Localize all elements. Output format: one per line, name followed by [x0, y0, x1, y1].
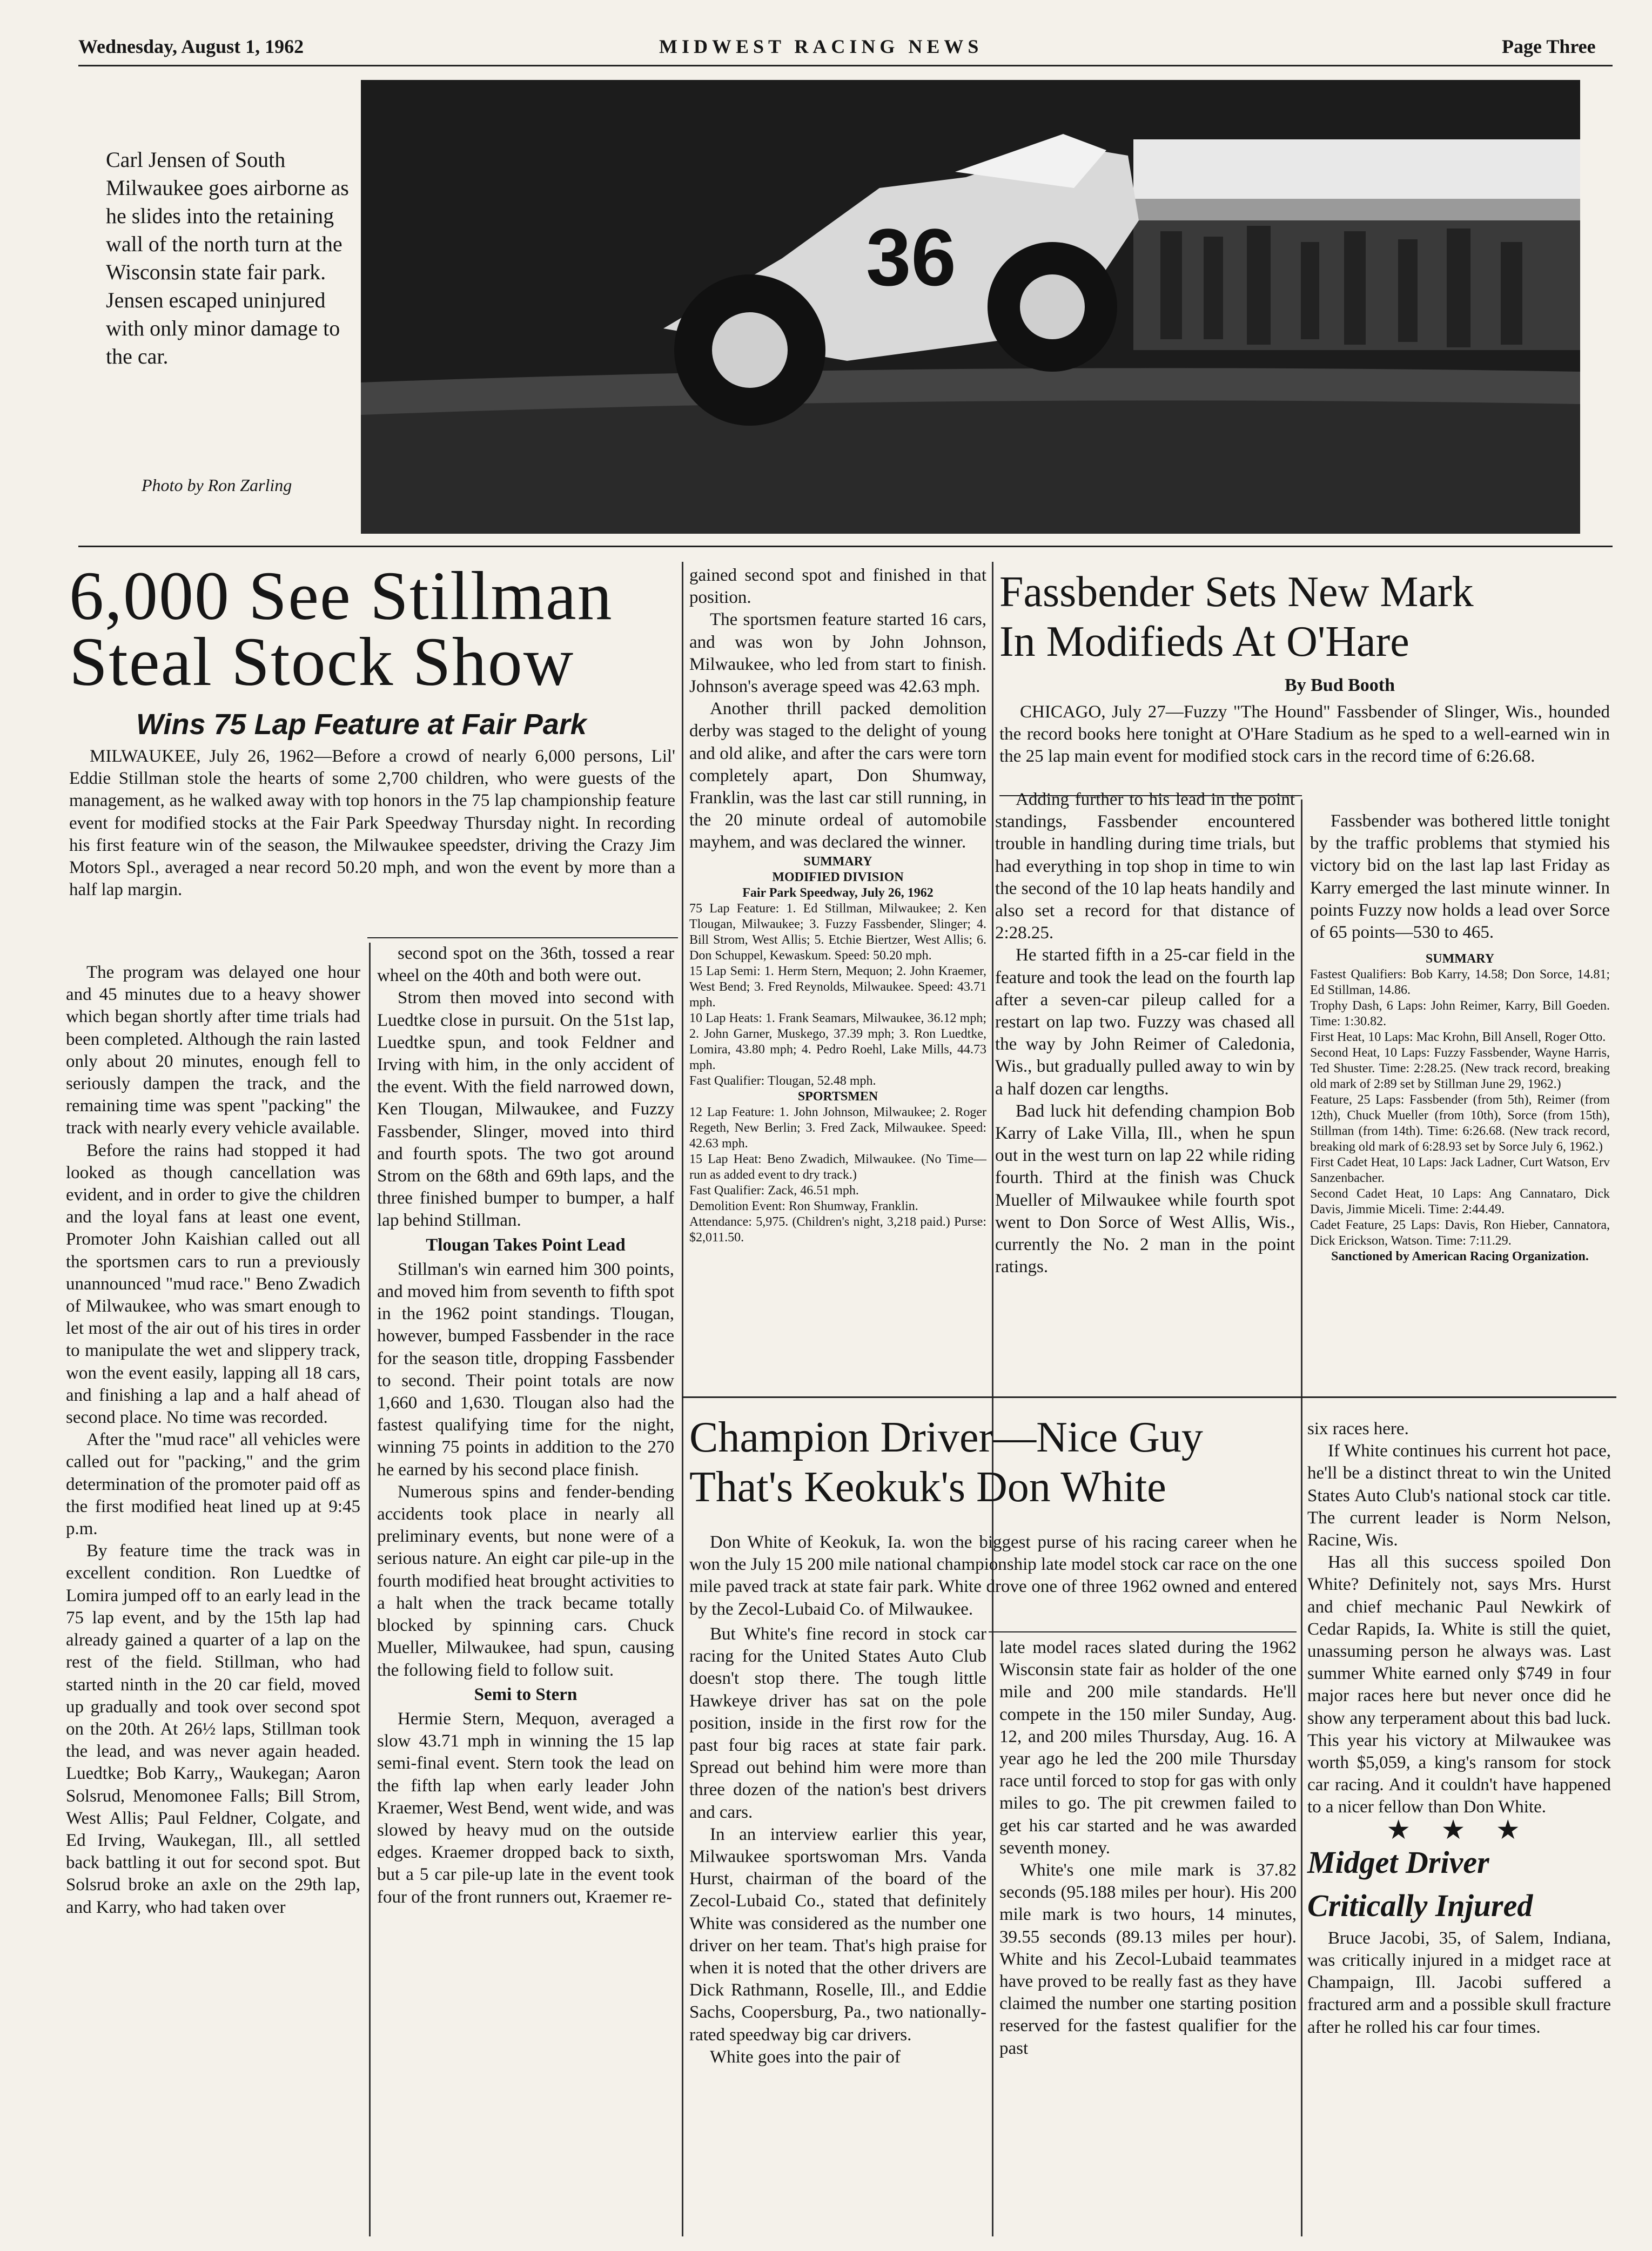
fassbender-byline: By Bud Booth — [1284, 675, 1395, 695]
masthead-rule — [78, 65, 1613, 66]
stillman-column-1: The program was delayed one hour and 45 minutes due to a heavy shower which began shortly after time trials had been completed. Although the rain lasted only about 20 minutes, enough fell to seriously dampen the track, and the remaining time was spent "packing" the track with nearly every vehicle available. Before the rains had stopped it had looked as though cancellation was evident, and in order to give the children and the loyal fans at least one event, Promoter John Kaishian called out all the sportsmen cars to run a previously unannounced "mud race." Beno Zwadich of Milwaukee, who was smart enough to let most of the air out of his tires in order to manipulate the wet and slippery track, won the event easily, lapping all 18 cars, and finishing a lap and a half ahead of second place. No time was recorded. After the "mud race" all vehicles were called out for "packing," and the grim determination of the promoter paid off as the first modified heat lined up at 9:45 p.m. By feature time the track was in excellent condition. Ron Luedtke of Lomira jumped off to an early lead in the 75 lap event, and by the 15th lap had already gained a quarter of a lap on the rest of the field. Stillman, who had started ninth in the 20 car field, moved up gradually and took over second spot on the 20th. At 26½ laps, Stillman took the lead, and was never again headed. Luedtke; Bob Karry,, Waukegan; Aaron Solsrud, Menomonee Falls; Bill Strom, West Allis; Paul Feldner, Colgate, and Ed Irving, Waukegan, Ill., all settled back battling it out for second spot. But Solsrud broke an axle on the 29th lap, and Karry, who had taken over — [66, 963, 360, 1917]
section-stars: ★ ★ ★ — [1386, 1814, 1532, 1845]
white-lead: Don White of Keokuk, Ia. won the biggest purse of his racing career when he won the July 15 200 mile national championship late model stock car race on the one mile paved track at state fair park. White drove one of three 1962 owned and entered by the Zecol-Lubaid Co. of Milwaukee. — [689, 1533, 1297, 1619]
issue-date: Wednesday, August 1, 1962 — [78, 36, 304, 57]
column-rule — [992, 562, 993, 2236]
photo-rule — [78, 546, 1613, 547]
fassbender-summary: SUMMARY Fastest Qualifiers: Bob Karry, 14.58; Don Sorce, 14.81; Ed Stillman, 14.86. Trophy Dash, 6 Laps: John Reimer, Karry, Bill Goeden. Time: 1:30.82. First Heat, 10 Laps: Mac Krohn, Bill Ansell, Roger Otto. Second Heat, 10 Laps: Fuzzy Fassbender, Wayne Harris, Ted Shuster. Time: 2:28.25. (New track record, breaking old mark of 2:89 set by Stillman June 29, 1962.) Feature, 25 Laps: Fassbender (from 5th), Reimer (from 12th), Chuck Mueller (from 10th), Sorce (from 15th), Stillman (from 14th). Time: 6:26.68. (New track record, breaking old mark of 6:28.93 set by Sorce July 6, 1962.) First Cadet Heat, 10 Laps: Jack Ladner, Curt Watson, Erv Sanzenbacher. Second Cadet Heat, 10 Laps: Ang Cannataro, Dick Davis, Jimmie Miceli. Time: 2:44.49. Cadet Feature, 25 Laps: Davis, Ron Hieber, Cannatora, Dick Erickson, Watson. Time: 7:11.29. Sanctioned by American Racing Organization. — [1310, 952, 1610, 1264]
car-number: 36 — [866, 212, 956, 303]
fassbender-lead: CHICAGO, July 27—Fuzzy "The Hound" Fassbender of Slinger, Wis., hounded the record books here tonight at O'Hare Stadium as he sped to a well-earned win in the 25 lap main event for modified stock cars in the record time of 6:26.68. — [999, 702, 1610, 767]
stillman-column-2: second spot on the 36th, tossed a rear wheel on the 40th and both were out. Strom then moved into second with Luedtke close in pursuit. On the 51st lap, Luedtke spun, and took Feldner and Irving with him, in the only accident of the event. With the field narrowed down, Ken Tlougan, Milwaukee, and Fuzzy Fassbender, Slinger, moved into third and fourth spots. The two got around Strom on the 68th and 69th laps, and the three finished bumper to bumper, a half lap behind Stillman. Tlougan Takes Point Lead Stillman's win earned him 300 points, and moved him from seventh to fifth spot in the 1962 point standings. Tlougan, however, bumped Fassbender in the race for the season title, dropping Fassbender to second. Their point totals are now 1,660 and 1,630. Tlougan also had the fastest qualifying time for the night, winning 75 points in addition to the 270 he earned by his second place finish. Numerous spins and fender-bending accidents took place in nearly all preliminary events, but none were of a serious nature. An eight car pile-up in the fourth modified heat brought activities to a halt when the track became totally blocked by spinning cars. Chuck Mueller, Milwaukee, had spun, causing the following field to follow suit. Semi to Stern Hermie Stern, Mequon, averaged a slow 43.71 mph in winning the 15 lap semi-final event. Stern took the lead on the fifth lap when early leader John Kraemer, West Bend, went wide, and was slowed by heavy mud on the outside edges. Kraemer dropped back to sixth, but a 5 car pile-up late in the event took four of the front runners out, Kraemer re- — [377, 944, 674, 1907]
lead-rule — [367, 937, 678, 938]
midget-headline: Midget Driver Critically Injured — [1307, 1844, 1533, 1923]
column-rule — [1301, 1405, 1302, 2236]
stillman-summary: SUMMARY MODIFIED DIVISION Fair Park Speedway, July 26, 1962 75 Lap Feature: 1. Ed Stillman, Milwaukee; 2. Ken Tlougan, Milwaukee; 3. Fuzzy Fassbender, Slinger; 4. Bill Strom, West Allis; 5. Etchie Biertzer, West Allis; 6. Don Schuppel, Kewaskum. Speed: 50.20 mph. 15 Lap Semi: 1. Herm Stern, Mequon; 2. John Kraemer, West Bend; 3. Fred Reynolds, Milwaukee. Speed: 43.71 mph. 10 Lap Heats: 1. Frank Seamars, Milwaukee, 36.12 mph; 2. John Garner, Muskego, 37.39 mph; 3. Ron Luedtke, Lomira, 43.80 mph; 4. Pedro Roehl, Lake Mills, 44.73 mph. Fast Qualifier: Tlougan, 52.48 mph. SPORTSMEN 12 Lap Feature: 1. John Johnson, Milwaukee; 2. Roger Regeth, New Berlin; 3. Fred Zack, Milwaukee. Speed: 42.63 mph. 15 Lap Heat: Beno Zwadich, Milwaukee. (No Time—run as added event to dry track.) Fast Qualifier: Zack, 46.51 mph. Demolition Event: Ron Shumway, Franklin. Attendance: 5,975. (Children's night, 3,218 paid.) Purse: $2,011.50. — [689, 854, 986, 1245]
fassbender-column-2: Fassbender was bothered little tonight by the traffic problems that stymied his victory bid on the last lap last Friday as Karry emerged the last minute winner. In points Fuzzy now holds a lead over Sorce of 65 points—530 to 465. SUMMARY Fastest Qualifiers: Bob Karry, 14.58; Don Sorce, 14.81; Ed Stillman, 14.86. Trophy Dash, 6 Laps: John Reimer, Karry, Bill Goeden. Time: 1:30.82. First Heat, 10 Laps: Mac Krohn, Bill Ansell, Roger Otto. Second Heat, 10 Laps: Fuzzy Fassbender, Wayne Harris, Ted Shuster. Time: 2:28.25. (New track record, breaking old mark of 2:89 set by Stillman June 29, 1962.) Feature, 25 Laps: Fassbender (from 5th), Reimer (from 12th), Chuck Mueller (from 10th), Sorce (from 15th), Stillman (from 14th). Time: 6:26.68. (New track record, breaking old mark of 6:28.93 set by Sorce July 6, 1962.) First Cadet Heat, 10 Laps: Jack Ladner, Curt Watson, Erv Sanzenbacher. Second Cadet Heat, 10 Laps: Ang Cannataro, Dick Davis, Jimmie Miceli. Time: 2:44.49. Cadet Feature, 25 Laps: Davis, Ron Hieber, Cannatora, Dick Erickson, Watson. Time: 7:11.29. Sanctioned by American Racing Organization. — [1310, 811, 1610, 1264]
section-rule — [682, 1396, 1616, 1398]
column-rule — [369, 943, 371, 2236]
paper-name: MIDWEST RACING NEWS — [659, 36, 983, 57]
lead-rule — [989, 1631, 1297, 1632]
column-rule — [682, 562, 683, 2236]
stillman-lead: MILWAUKEE, July 26, 1962—Before a crowd of nearly 6,000 persons, Lil' Eddie Stillman stole the hearts of some 2,700 children, who were guests of the management, as he walked away with top honors in the 75 lap championship feature event for modified stocks at the Fair Park Speedway Thursday night. In recording his first feature win of the season, the Milwaukee speedster, driving the Crazy Jim Motors Spl., averaged a near record 50.20 mph, and won the event by more than a half lap margin. — [69, 747, 675, 900]
stillman-column-3: gained second spot and finished in that position. The sportsmen feature started 16 cars, and was won by John Johnson, Milwaukee, who led from start to finish. Johnson's average speed was 42.63 mph. Another thrill packed demolition derby was staged to the delight of young and old alike, and after the cars were torn completely apart, Don Shumway, Franklin, was the last car still running, in the 20 minute ordeal of automobile mayhem, and was declared the winner. SUMMARY MODIFIED DIVISION Fair Park Speedway, July 26, 1962 75 Lap Feature: 1. Ed Stillman, Milwaukee; 2. Ken Tlougan, Milwaukee; 3. Fuzzy Fassbender, Slinger; 4. Bill Strom, West Allis; 5. Etchie Biertzer, West Allis; 6. Don Schuppel, Kewaskum. Speed: 50.20 mph. 15 Lap Semi: 1. Herm Stern, Mequon; 2. John Kraemer, West Bend; 3. Fred Reynolds, Milwaukee. Speed: 43.71 mph. 10 Lap Heats: 1. Frank Seamars, Milwaukee, 36.12 mph; 2. John Garner, Muskego, 37.39 mph; 3. Ron Luedtke, Lomira, 43.80 mph; 4. Pedro Roehl, Lake Mills, 44.73 mph. Fast Qualifier: Tlougan, 52.48 mph. SPORTSMEN 12 Lap Feature: 1. John Johnson, Milwaukee; 2. Roger Regeth, New Berlin; 3. Fred Zack, Milwaukee. Speed: 42.63 mph. 15 Lap Heat: Beno Zwadich, Milwaukee. (No Time—run as added event to dry track.) Fast Qualifier: Zack, 46.51 mph. Demolition Event: Ron Shumway, Franklin. Attendance: 5,975. (Children's night, 3,218 paid.) Purse: $2,011.50. — [689, 566, 986, 1245]
fassbender-headline: Fassbender Sets New Mark In Modifieds At O'Hare — [999, 568, 1474, 666]
photo-credit: Photo by Ron Zarling — [142, 475, 292, 495]
page-number: Page Three — [1502, 36, 1596, 57]
photo-caption: Carl Jensen of South Milwaukee goes airborne as he slides into the retaining wall of the north turn at the Wisconsin state fair park. Jensen escaped uninjured with only minor damage to the car. — [106, 147, 349, 368]
midget-body: Bruce Jacobi, 35, of Salem, Indiana, was critically injured in a midget race at Champaign, Ill. Jacobi suffered a fractured arm and a possible skull fracture after he rolled his car four times. — [1307, 1928, 1611, 2037]
fassbender-column-1: Adding further to his lead in the point standings, Fassbender encountered trouble in handling during time trials, but had everything in top shop in time to win the second of the 10 lap heats handily and also set a record for that distance of 2:28.25. He started fifth in a 25-car field in the feature and took the lead on the fourth lap after a seven-car pileup called for a restart on lap two. Fuzzy was chased all the way by John Reimer of Caledonia, Wis., but gradually pulled away to win by a half dozen car lengths. Bad luck hit defending champion Bob Karry of Lake Villa, Ill., when he spun out in the west turn on lap 22 while riding fourth. Third at the finish was Chuck Mueller of Milwaukee while fourth spot went to Don Sorce of West Allis, Wis., currently the No. 2 man in the point ratings. — [995, 790, 1295, 1277]
stillman-deck: Wins 75 Lap Feature at Fair Park — [136, 708, 587, 741]
white-headline: Champion Driver—Nice Guy That's Keokuk's Don White — [689, 1414, 1203, 1511]
stillman-headline: 6,000 See Stillman Steal Stock Show — [69, 557, 613, 700]
race-photo — [361, 80, 1580, 534]
white-column-2: late model races slated during the 1962 Wisconsin state fair as holder of the one mile and 200 mile standards. He'll compete in the 150 miler Sunday, Aug. 12, and 200 miles Thursday, Aug. 16. A year ago he led the 200 mile Thursday race until forced to stop for gas with only miles to go. The pit crewmen failed to get his car started and he was awarded seventh money. White's one mile mark is 37.82 seconds (95.188 miles per hour). His 200 mile mark is two hours, 14 minutes, 39.55 seconds (89.13 miles per hour). White and his Zecol-Lubaid teammates have proved to be really fast as they have claimed the number one starting position reserved for the fastest qualifier for the past — [999, 1638, 1297, 2058]
white-column-1: But White's fine record in stock car racing for the United States Auto Club doesn't stop there. The tough little Hawkeye driver has sat on the pole position, inside in the first row for the past four big races at state fair park. Spread out behind him were more than three dozen of the nation's best drivers and cars. In an interview earlier this year, Milwaukee sportswoman Mrs. Vanda Hurst, chairman of the board of the Zecol-Lubaid Co., stated that definitely White was considered as the number one driver on her team. That's high praise for when it is noted that the other drivers are Dick Rathmann, Roselle, Ill., and Eddie Sachs, Coopersburg, Pa., two nationally-rated speedway big car drivers. White goes into the pair of — [689, 1624, 986, 2067]
column-rule — [1301, 799, 1302, 1405]
airborne-car-illustration — [361, 80, 1580, 534]
white-column-3: six races here. If White continues his current hot pace, he'll be a distinct threat to win the United States Auto Club's national stock car title. The current leader is Norm Nelson, Racine, Wis. Has all this success spoiled Don White? Definitely not, says Mrs. Hurst and chief mechanic Paul Newkirk of Cedar Rapids, Ia. White is still the quiet, unassuming person he always was. Last summer White earned only $749 in four major races here but never once did he show any terperament about this bad luck. This year his victory at Milwaukee was worth $5,059, a king's ransom for stock car racing. And it couldn't have happened to a nicer fellow than Don White. ★ ★ ★ Midget Driver Critically Injured Bruce Jacobi, 35, of Salem, Indiana, was critically injured in a midget race at Champaign, Ill. Jacobi suffered a fractured arm and a possible skull fracture after he rolled his car four times. — [1307, 1418, 1611, 2039]
